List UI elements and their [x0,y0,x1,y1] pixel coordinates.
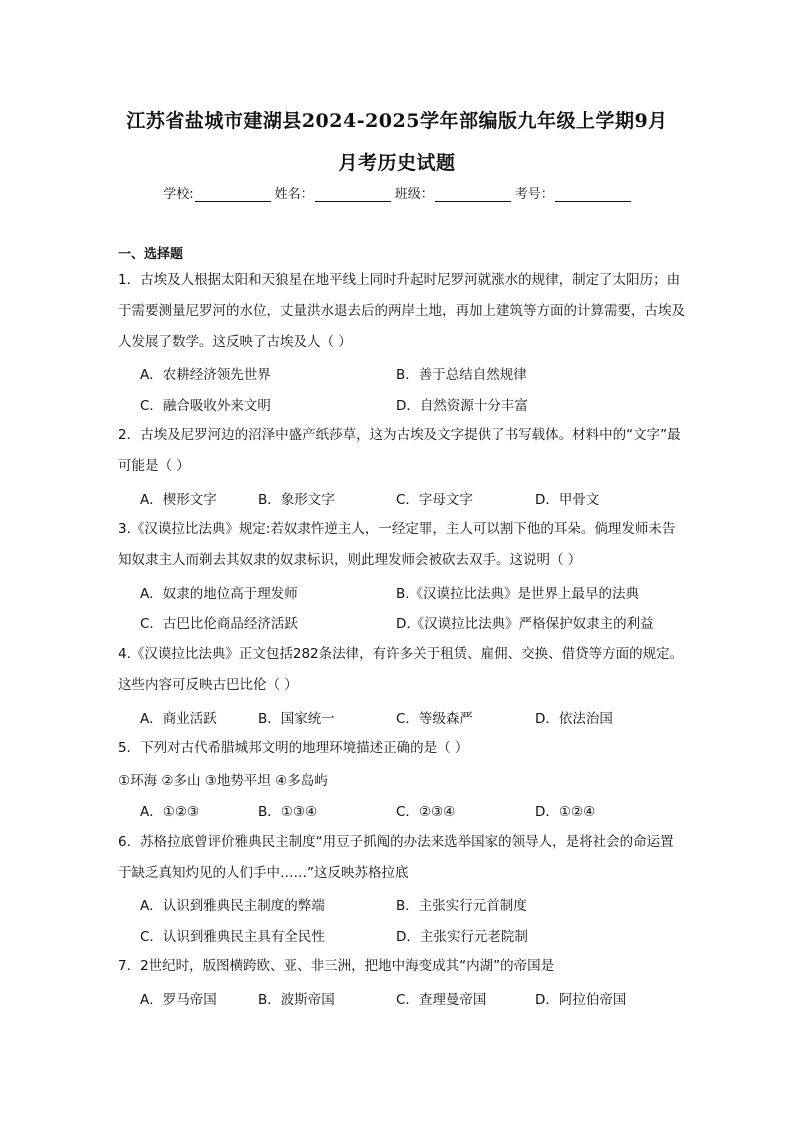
question-5-statements: ①环海 ②多山 ③地势平坦 ④多岛屿 [118,773,328,789]
section-title: 一、选择题 [118,247,184,262]
question-2-stem: 2．古埃及尼罗河边的沼泽中盛产纸莎草，这为古埃及文字提供了书写载体。材料中的“文字”最可能是（ ） [118,427,681,474]
student-info-row [0,183,794,202]
q5-option-c[interactable]: C．②③④ [396,804,456,820]
q2-option-c[interactable]: C．字母文字 [396,492,473,508]
class-blank[interactable] [435,187,511,202]
class-label: 班级： [394,187,434,202]
exam-number-blank[interactable] [555,187,631,202]
question-4-options [140,707,700,727]
exam-title-line1: 江苏省盐城市建湖县2024-2025学年部编版九年级上学期9月 [126,110,668,132]
question-6-stem: 6．苏格拉底曾评价雅典民主制度“用豆子抓阄的办法来选举国家的领导人，是将社会的命运置于缺乏真知灼见的人们手中……”这反映苏格拉底 [118,834,674,881]
q4-option-c[interactable]: C．等级森严 [396,711,473,727]
q1-option-a[interactable]: A．农耕经济领先世界 [140,367,271,383]
exam-number-label: 考号： [514,187,554,202]
q4-option-b[interactable]: B．国家统一 [258,711,335,727]
q5-option-d[interactable]: D．①②④ [535,804,596,820]
q7-option-c[interactable]: C．查理曼帝国 [396,992,487,1008]
q2-option-d[interactable]: D．甲骨文 [535,492,600,508]
question-3-stem: 3.《汉谟拉比法典》规定:若奴隶忤逆主人，一经定罪，主人可以割下他的耳朵。倘理发师未告知奴隶主人而剃去其奴隶的奴隶标识，则此理发师会被砍去双手。这说明（ ） [118,521,676,568]
q6-option-d[interactable]: D．主张实行元老院制 [396,929,528,945]
q1-option-b[interactable]: B．善于总结自然规律 [396,367,527,383]
q3-option-b[interactable]: B.《汉谟拉比法典》是世界上最早的法典 [396,586,640,602]
q7-option-d[interactable]: D．阿拉伯帝国 [535,992,627,1008]
exam-number-field [515,183,631,202]
q6-option-c[interactable]: C．认识到雅典民主具有全民性 [140,929,325,945]
q4-option-d[interactable]: D．依法治国 [535,711,613,727]
q6-option-b[interactable]: B．主张实行元首制度 [396,898,527,914]
question-4-stem: 4.《汉谟拉比法典》正文包括282条法律，有许多关于租赁、雇佣、交换、借贷等方面的规定。这些内容可反映古巴比伦（ ） [118,646,684,693]
q2-option-a[interactable]: A．楔形文字 [140,492,217,508]
question-1-options-row1 [140,363,700,383]
q3-option-c[interactable]: C．古巴比伦商品经济活跃 [140,616,298,632]
question-1-stem: 1．古埃及人根据太阳和天狼星在地平线上同时升起时尼罗河就涨水的规律，制定了太阳历；由于需要测量尼罗河的水位，丈量洪水退去后的两岸土地，再加上建筑等方面的计算需要，古埃及人发展了数学。这反映了古埃及人（ ） [118,272,685,350]
name-label: 姓名： [274,187,314,202]
question-5-stem: 5．下列对古代希腊城邦文明的地理环境描述正确的是（ ） [118,740,469,756]
q2-option-b[interactable]: B．象形文字 [258,492,335,508]
class-field [395,183,511,202]
question-3-options-row2 [140,612,700,632]
q1-option-c[interactable]: C．融合吸收外来文明 [140,398,271,414]
question-5-options [140,800,700,820]
question-7-stem: 7．2世纪时，版图横跨欧、亚、非三洲，把地中海变成其“内湖”的帝国是 [118,958,555,974]
school-label: 学校: [163,187,194,202]
q4-option-a[interactable]: A．商业活跃 [140,711,217,727]
school-blank[interactable] [195,187,271,202]
q7-option-a[interactable]: A．罗马帝国 [140,992,217,1008]
question-7-options [140,988,700,1008]
question-2-options [140,488,700,508]
name-field [275,183,391,202]
exam-title-line2: 月考历史试题 [338,152,456,174]
q3-option-d[interactable]: D.《汉谟拉比法典》严格保护奴隶主的利益 [396,616,654,632]
question-1-options-row2 [140,394,700,414]
q7-option-b[interactable]: B．波斯帝国 [258,992,335,1008]
q5-option-b[interactable]: B．①③④ [258,804,318,820]
question-6-options-row1 [140,894,700,914]
name-blank[interactable] [315,187,391,202]
school-field [163,183,270,202]
q6-option-a[interactable]: A．认识到雅典民主制度的弊端 [140,898,325,914]
q5-option-a[interactable]: A．①②③ [140,804,200,820]
q1-option-d[interactable]: D．自然资源十分丰富 [396,398,528,414]
q3-option-a[interactable]: A．奴隶的地位高于理发师 [140,586,298,602]
question-6-options-row2 [140,925,700,945]
question-3-options-row1 [140,582,700,602]
